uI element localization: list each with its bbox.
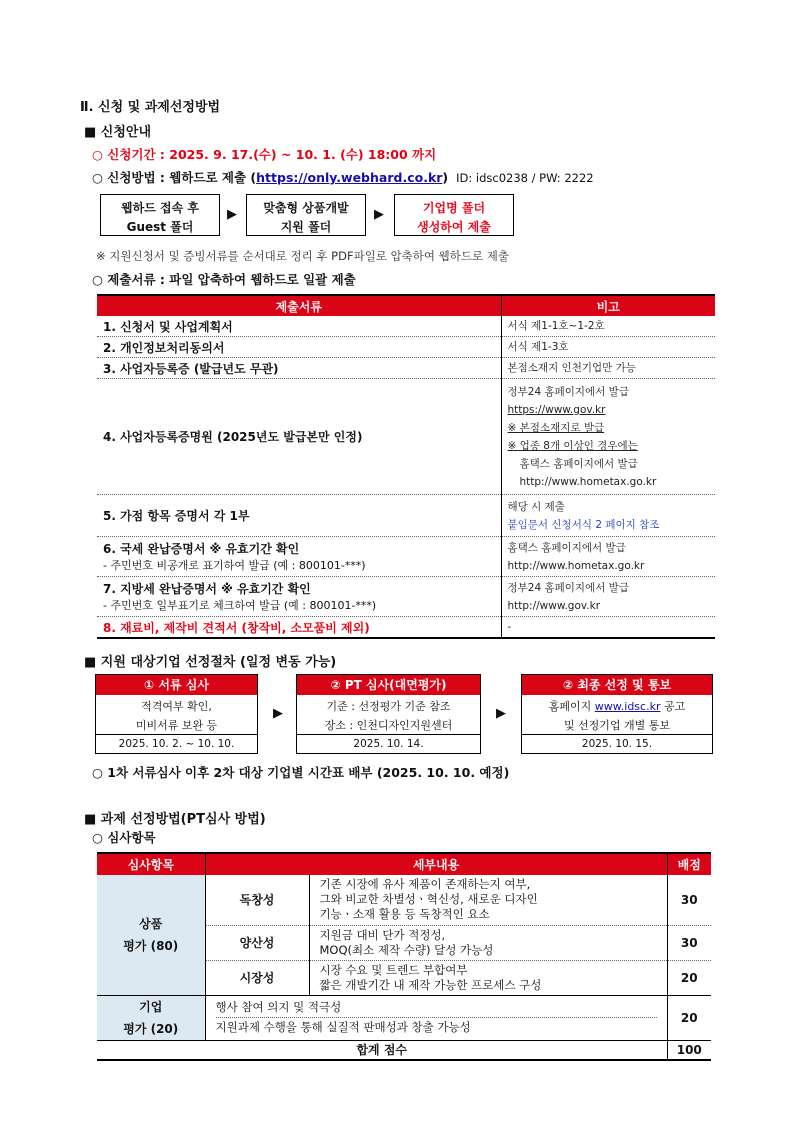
doc-name	[97, 577, 501, 617]
eval-detail-line: 시장 수요 및 트렌드 부합여부	[319, 962, 468, 977]
doc-note-line: 해당 시 제출	[507, 500, 565, 513]
step-line: 및 선정기업 개별 통보	[563, 719, 671, 732]
table-row	[97, 337, 715, 358]
step-body	[522, 695, 712, 735]
eval-total-row	[97, 1040, 711, 1060]
eval-total-points: 100	[667, 1040, 711, 1060]
table-row	[97, 358, 715, 379]
eval-detail-line: 그와 비교한 차별성ㆍ혁신성, 새로운 디자인	[319, 892, 538, 907]
flow-step-2-line1: 맞춤형 상품개발	[263, 201, 349, 215]
eval-category-line: 평가 (80)	[123, 938, 179, 953]
apply-period: ○ 신청기간 : 2025. 9. 17.(수) ~ 10. 1. (수) 18:00 까지	[92, 147, 437, 162]
evaluation-table	[97, 852, 711, 1061]
webhard-link[interactable]: https://only.webhard.co.kr	[256, 170, 443, 185]
hometax-link[interactable]: http://www.hometax.go.kr	[519, 475, 657, 488]
doc-note: 서식 제1-1호~1-2호	[501, 316, 715, 337]
step-body	[96, 695, 257, 735]
evaluation-heading: ■ 과제 선정방법(PT심사 방법)	[84, 812, 266, 827]
eval-detail-line: 기존 시장에 유사 제품이 존재하는지 여부,	[319, 877, 531, 892]
doc-note-line: 정부24 홈페이지에서 발급	[507, 385, 629, 398]
doc-name: 3. 사업자등록증 (발급년도 무관)	[97, 358, 501, 379]
eval-category-line: 상품	[139, 916, 163, 931]
selection-step-2	[296, 674, 481, 754]
doc-name	[97, 537, 501, 577]
eval-header-item: 심사항목	[97, 853, 205, 875]
hometax-link[interactable]: http://www.hometax.go.kr	[507, 559, 645, 572]
step-date: 2025. 10. 15.	[581, 738, 653, 750]
eval-detail	[309, 875, 667, 925]
step-title: ① 서류 심사	[96, 675, 257, 695]
eval-total-label: 합계 점수	[97, 1040, 667, 1060]
doc-note	[501, 379, 715, 495]
eval-category-line: 기업	[139, 999, 163, 1014]
arrow-right-icon: ▶	[227, 207, 237, 222]
doc-name: 1. 신청서 및 사업계획서	[97, 316, 501, 337]
step-body	[297, 695, 480, 735]
table-row	[97, 495, 715, 537]
selection-step-1	[95, 674, 258, 754]
eval-sub-item: 독창성	[205, 875, 309, 925]
eval-sub-item: 양산성	[205, 925, 309, 960]
eval-detail	[309, 925, 667, 960]
apply-method-prefix: ○ 신청방법 : 웹하드로 제출 (	[92, 170, 257, 185]
apply-heading: ■ 신청안내	[84, 125, 152, 140]
step-title: ② 최종 선정 및 통보	[522, 675, 712, 695]
eval-category-line: 평가 (20)	[123, 1021, 179, 1036]
documents-header-doc: 제출서류	[97, 295, 501, 316]
selection-heading: ■ 지원 대상기업 선정절차 (일정 변동 가능)	[84, 655, 337, 670]
doc-name-sub: - 주민번호 일부표기로 체크하여 발급 (예 : 800101-***)	[103, 599, 377, 612]
documents-header-note: 비고	[501, 295, 715, 316]
doc-name: 4. 사업자등록증명원 (2025년도 발급본만 인정)	[97, 379, 501, 495]
flow-step-1-line2: Guest 폴더	[126, 220, 194, 234]
doc-note	[501, 537, 715, 577]
table-row	[97, 875, 711, 925]
step-date: 2025. 10. 2. ~ 10. 10.	[118, 738, 235, 750]
eval-header-detail: 세부내용	[205, 853, 667, 875]
eval-detail-line: MOQ(최소 제작 수량) 달성 가능성	[319, 942, 494, 957]
doc-note: 서식 제1-3호	[501, 337, 715, 358]
eval-points: 30	[667, 925, 711, 960]
step-line: 기준 : 선정평가 기준 참조	[326, 700, 451, 713]
flow-step-3	[394, 194, 514, 236]
eval-detail-line: 기능ㆍ소재 활용 등 독창적인 요소	[319, 907, 490, 922]
doc-note-line: ※ 업종 8개 이상인 경우에는	[507, 439, 638, 452]
documents-header-row	[97, 295, 715, 316]
apply-credentials: ID: idsc0238 / PW: 2222	[456, 171, 594, 185]
step-line-prefix: 홈페이지	[548, 700, 595, 713]
eval-points: 20	[680, 1010, 698, 1025]
eval-detail-line: 짧은 개발기간 내 제작 가능한 프로세스 구성	[319, 977, 542, 992]
flow-step-2-line2: 지원 폴더	[280, 220, 332, 234]
section-title: Ⅱ. 신청 및 과제선정방법	[80, 100, 221, 115]
step-line: 적격여부 확인,	[141, 700, 212, 713]
doc-note	[501, 495, 715, 537]
doc-note	[501, 577, 715, 617]
doc-name-sub: - 주민번호 비공개로 표기하여 발급 (예 : 800101-***)	[103, 559, 366, 572]
flow-step-3-line2: 생성하여 제출	[417, 220, 491, 234]
table-row	[97, 537, 715, 577]
eval-detail-line: 지원과제 수행을 통해 실질적 판매성과 창출 가능성	[215, 1020, 471, 1034]
step-line: 미비서류 보완 등	[135, 719, 218, 732]
table-row	[97, 995, 711, 1040]
table-row	[97, 316, 715, 337]
eval-header-points: 배점	[667, 853, 711, 875]
eval-detail-line: 지원금 대비 단가 적정성,	[319, 927, 446, 942]
flow-step-2	[246, 194, 366, 236]
eval-category-product	[97, 875, 205, 995]
apply-note: ※ 지원신청서 및 증빙서류를 순서대로 정리 후 PDF파일로 압축하여 웹하드로 제출	[96, 249, 509, 263]
doc-note-line: 홈택스 홈페이지에서 발급	[519, 457, 638, 470]
step-line-suffix: 공고	[660, 700, 686, 713]
eval-sub-item: 시장성	[205, 960, 309, 995]
flow-step-1-line1: 웹하드 접속 후	[121, 201, 199, 215]
arrow-right-icon: ▶	[496, 706, 506, 721]
step-line: 장소 : 인천디자인지원센터	[324, 719, 453, 732]
table-row	[97, 617, 715, 639]
arrow-right-icon: ▶	[374, 207, 384, 222]
step-title: ② PT 심사(대면평가)	[297, 675, 480, 695]
idsc-link[interactable]: www.idsc.kr	[594, 700, 661, 713]
doc-name-text: 6. 국세 완납증명서 ※ 유효기간 확인	[103, 542, 300, 556]
table-row	[97, 577, 715, 617]
table-row	[97, 379, 715, 495]
documents-table	[97, 294, 715, 639]
step-date: 2025. 10. 14.	[353, 738, 424, 750]
apply-method	[92, 168, 594, 186]
doc-note-line: 홈택스 홈페이지에서 발급	[507, 541, 626, 554]
doc-name: 8. 재료비, 제작비 견적서 (창작비, 소모품비 제외)	[97, 617, 501, 639]
eval-points: 30	[667, 875, 711, 925]
gov-link[interactable]: http://www.gov.kr	[507, 599, 601, 612]
apply-method-suffix: )	[442, 170, 449, 185]
eval-category-company	[97, 995, 205, 1040]
doc-note-line: 붙임문서 신청서식 2 페이지 참조	[507, 518, 660, 531]
doc-note: 본점소재지 인천기업만 가능	[501, 358, 715, 379]
doc-name: 5. 가점 항목 증명서 각 1부	[97, 495, 501, 537]
selection-note: ○ 1차 서류심사 이후 2차 대상 기업별 시간표 배부 (2025. 10. 10. 예정)	[92, 765, 510, 780]
eval-detail	[205, 995, 667, 1040]
eval-detail-line: 행사 참여 의지 및 적극성	[216, 998, 657, 1018]
selection-step-3	[521, 674, 713, 754]
step-line	[522, 697, 712, 716]
eval-detail	[309, 960, 667, 995]
evaluation-header-row	[97, 853, 711, 875]
evaluation-sub-heading: ○ 심사항목	[92, 830, 156, 845]
doc-note: -	[501, 617, 715, 639]
gov-link[interactable]: https://www.gov.kr	[507, 403, 606, 416]
flow-step-3-line1: 기업명 폴더	[422, 201, 486, 215]
doc-note-line: ※ 본점소재지로 발급	[507, 421, 605, 434]
doc-name: 2. 개인정보처리동의서	[97, 337, 501, 358]
docs-heading: ○ 제출서류 : 파일 압축하여 웹하드로 일괄 제출	[92, 272, 356, 287]
flow-step-1	[100, 194, 220, 236]
doc-name-text: 7. 지방세 완납증명서 ※ 유효기간 확인	[103, 582, 311, 596]
eval-points: 20	[667, 960, 711, 995]
arrow-right-icon: ▶	[273, 706, 283, 721]
doc-note-line: 정부24 홈페이지에서 발급	[507, 581, 629, 594]
